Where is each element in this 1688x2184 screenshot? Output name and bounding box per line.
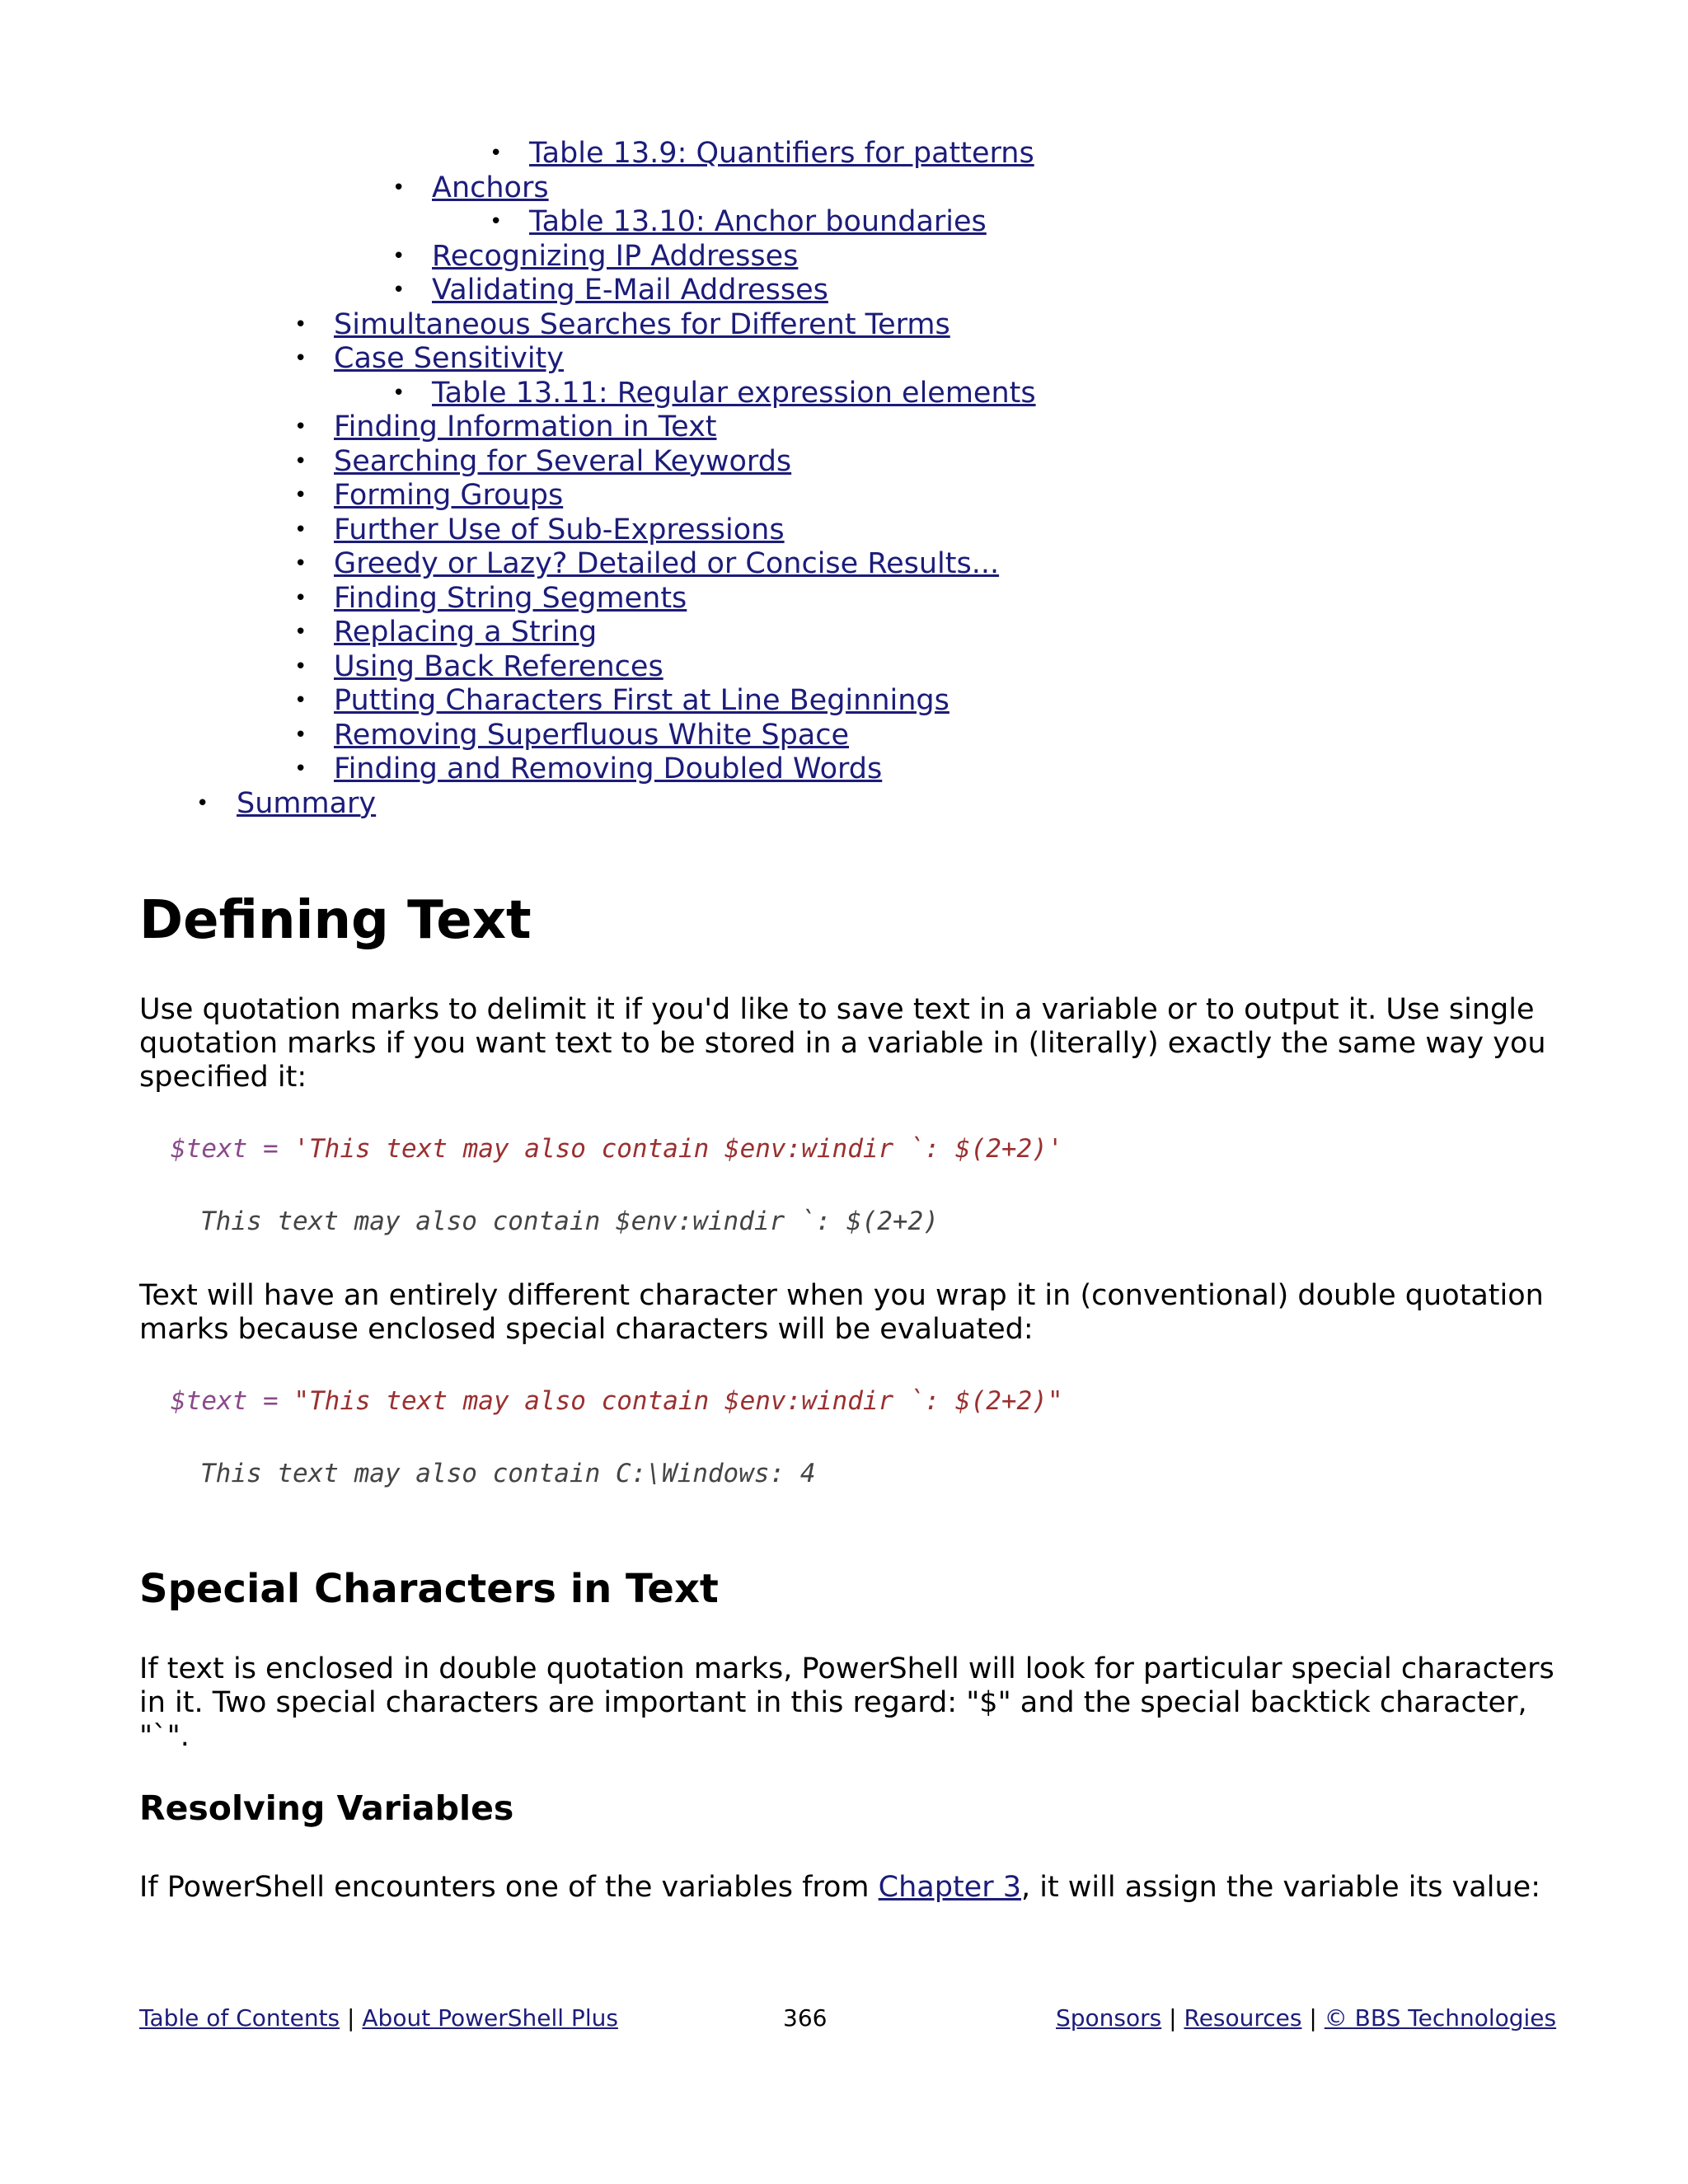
toc-item xyxy=(0,787,1688,822)
double-quotes-paragraph: Text will have an entirely different character when you wrap it in (conventional) double quotation marks because enclosed special characters will be evaluated: xyxy=(139,1279,1544,1346)
toc-link[interactable]: Validating E-Mail Addresses xyxy=(432,274,828,307)
bullet-icon: • xyxy=(392,175,406,200)
toc-item xyxy=(0,274,1688,308)
toc-item xyxy=(0,308,1688,343)
footer-separator: | xyxy=(1169,2004,1177,2032)
toc-item xyxy=(0,342,1688,377)
bullet-icon: • xyxy=(294,722,307,748)
footer-sponsors-link[interactable]: Sponsors xyxy=(1056,2004,1162,2032)
toc-link[interactable]: Table 13.11: Regular expression elements xyxy=(432,376,1036,410)
toc-link[interactable]: Recognizing IP Addresses xyxy=(432,239,799,273)
special-characters-paragraph: If text is enclosed in double quotation marks, PowerShell will look for particular special characters in it. Two special characters are important in this regard: "$" and the special backtick character, "`". xyxy=(139,1652,1554,1753)
toc-link[interactable]: Case Sensitivity xyxy=(334,342,564,375)
bullet-icon: • xyxy=(294,448,307,474)
footer-right xyxy=(1056,2004,1556,2032)
footer-resources-link[interactable]: Resources xyxy=(1184,2004,1302,2032)
toc-item xyxy=(0,410,1688,445)
code-variable: $text xyxy=(171,1386,248,1416)
paragraph-text: If PowerShell encounters one of the variables from xyxy=(139,1871,879,1904)
footer-copyright-link[interactable]: © BBS Technologies xyxy=(1324,2004,1557,2032)
toc-item xyxy=(0,752,1688,787)
paragraph-text: , it will assign the variable its value: xyxy=(1020,1871,1540,1904)
bullet-icon: • xyxy=(294,551,307,576)
toc-item xyxy=(0,582,1688,616)
toc-item xyxy=(0,171,1688,206)
page-number: 366 xyxy=(783,2004,828,2032)
bullet-icon: • xyxy=(392,278,406,302)
toc-link[interactable]: Using Back References xyxy=(334,649,663,683)
toc-link[interactable]: Searching for Several Keywords xyxy=(334,444,792,478)
toc-link[interactable]: Forming Groups xyxy=(334,479,564,512)
toc-link[interactable]: Simultaneous Searches for Different Terms xyxy=(334,307,950,341)
code-operator: = xyxy=(247,1134,294,1164)
toc-item xyxy=(0,684,1688,719)
code-string: 'This text may also contain $env:windir `: $(2+2)' xyxy=(293,1134,1063,1164)
toc-link[interactable]: Summary xyxy=(237,786,377,820)
code-example-single-quotes xyxy=(171,1134,1063,1164)
toc-item xyxy=(0,205,1688,240)
toc-item xyxy=(0,650,1688,685)
bullet-icon: • xyxy=(294,654,307,679)
bullet-icon: • xyxy=(294,415,307,439)
bullet-icon: • xyxy=(294,688,307,713)
toc-item xyxy=(0,377,1688,411)
code-example-double-quotes xyxy=(171,1386,1063,1416)
bullet-icon: • xyxy=(294,620,307,644)
special-characters-heading: Special Characters in Text xyxy=(139,1566,719,1612)
footer-separator: | xyxy=(347,2004,355,2032)
intro-paragraph: Use quotation marks to delimit it if you'd like to save text in a variable or to output it. Use single quotation marks if you want text to be stored in a variable in (literally) exactly the same way you specified it: xyxy=(139,993,1546,1094)
code-output-single-quotes: This text may also contain $env:windir `: $(2+2) xyxy=(200,1207,939,1236)
bullet-icon: • xyxy=(294,517,307,542)
toc-item xyxy=(0,513,1688,548)
toc-item xyxy=(0,547,1688,582)
toc-link[interactable]: Table 13.9: Quantifiers for patterns xyxy=(529,137,1034,170)
bullet-icon: • xyxy=(294,312,307,337)
bullet-icon: • xyxy=(392,380,406,405)
code-operator: = xyxy=(247,1386,294,1416)
footer-about-powershell-plus-link[interactable]: About PowerShell Plus xyxy=(362,2004,618,2032)
bullet-icon: • xyxy=(490,141,503,166)
toc-item xyxy=(0,240,1688,274)
toc-link[interactable]: Table 13.10: Anchor boundaries xyxy=(529,205,987,238)
toc-link[interactable]: Replacing a String xyxy=(334,616,598,649)
toc-link[interactable]: Finding and Removing Doubled Words xyxy=(334,752,883,785)
code-variable: $text xyxy=(171,1134,248,1164)
code-output-double-quotes: This text may also contain C:\Windows: 4 xyxy=(200,1459,816,1488)
toc-link[interactable]: Putting Characters First at Line Beginnings xyxy=(334,684,950,717)
code-string: "This text may also contain $env:windir `: $(2+2)" xyxy=(293,1386,1063,1416)
toc-link[interactable]: Finding String Segments xyxy=(334,581,687,615)
toc-item xyxy=(0,445,1688,480)
toc-item xyxy=(0,479,1688,513)
toc-item xyxy=(0,719,1688,753)
bullet-icon: • xyxy=(294,757,307,781)
toc-item xyxy=(0,137,1688,171)
bullet-icon: • xyxy=(294,483,307,508)
toc-link[interactable]: Greedy or Lazy? Detailed or Concise Results... xyxy=(334,547,1000,580)
footer-separator: | xyxy=(1309,2004,1317,2032)
footer-left xyxy=(139,2004,618,2032)
bullet-icon: • xyxy=(294,346,307,371)
footer-table-of-contents-link[interactable]: Table of Contents xyxy=(139,2004,340,2032)
chapter-3-link[interactable]: Chapter 3 xyxy=(878,1871,1021,1904)
section-title: Defining Text xyxy=(139,890,532,951)
bullet-icon: • xyxy=(490,209,503,234)
bullet-icon: • xyxy=(392,243,406,269)
bullet-icon: • xyxy=(196,790,209,816)
table-of-contents-list xyxy=(0,137,1688,821)
toc-item xyxy=(0,616,1688,650)
toc-link[interactable]: Further Use of Sub-Expressions xyxy=(334,513,785,546)
toc-link[interactable]: Finding Information in Text xyxy=(334,410,717,443)
toc-link[interactable]: Anchors xyxy=(432,171,549,204)
resolving-variables-heading: Resolving Variables xyxy=(139,1788,514,1828)
toc-link[interactable]: Removing Superfluous White Space xyxy=(334,718,850,752)
bullet-icon: • xyxy=(294,585,307,611)
resolving-variables-paragraph xyxy=(139,1871,1557,1905)
